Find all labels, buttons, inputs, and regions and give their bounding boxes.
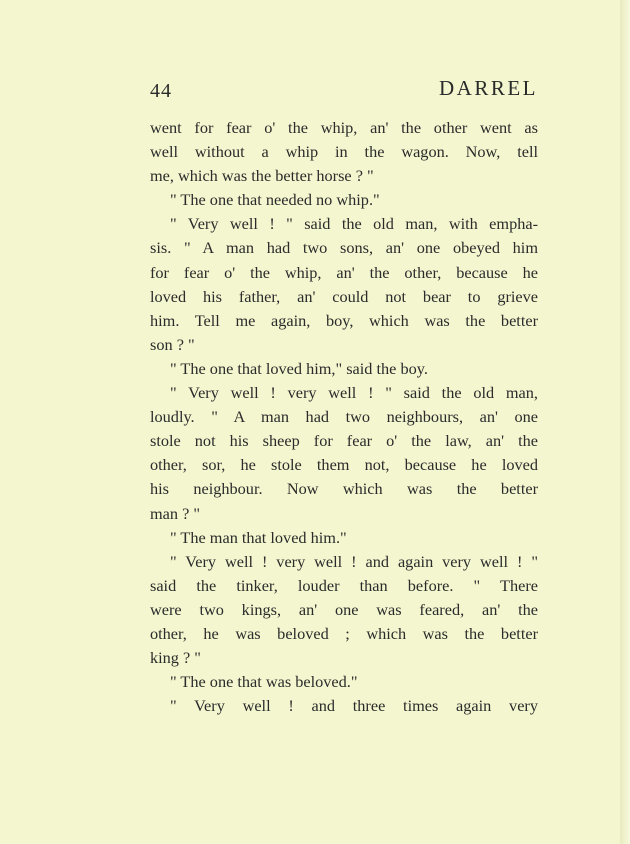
text-line: loudly. " A man had two neighbours, an' one (150, 407, 538, 427)
text-line: said the tinker, louder than before. " There (150, 575, 538, 595)
text-line: stole not his sheep for fear o' the law, an' the (150, 431, 538, 451)
text-line: man ? " (150, 503, 201, 523)
body-text (150, 116, 538, 718)
paragraph (150, 357, 538, 381)
page-number: 44 (150, 80, 172, 102)
text-line: " The one that loved him," said the boy. (170, 358, 428, 378)
text-line: well without a whip in the wagon. Now, tell (150, 142, 538, 162)
text-line: " Very well ! and three times again very (170, 696, 538, 716)
page-edge-shadow (620, 0, 630, 844)
text-line: sis. " A man had two sons, an' one obeyed him (150, 238, 538, 258)
text-line: for fear o' the whip, an' the other, because he (150, 262, 538, 282)
paragraph (150, 550, 538, 670)
text-line: " Very well ! very well ! and again very well ! " (170, 551, 538, 571)
text-line: " Very well ! " said the old man, with empha- (170, 214, 538, 234)
text-line: king ? " (150, 648, 201, 668)
text-line: went for fear o' the whip, an' the other went as (150, 118, 538, 137)
text-line: his neighbour. Now which was the better (150, 479, 538, 499)
page-header (150, 74, 538, 104)
text-line: were two kings, an' one was feared, an' the (150, 599, 538, 619)
paragraph (150, 381, 538, 526)
paragraph (150, 212, 538, 357)
text-line: " Very well ! very well ! " said the old man, (170, 383, 538, 403)
text-line: " The one that needed no whip." (170, 190, 380, 210)
text-line: other, he was beloved ; which was the better (150, 623, 538, 643)
paragraph (150, 670, 538, 694)
text-line: son ? " (150, 334, 195, 354)
text-line: " The man that loved him." (170, 527, 347, 547)
paragraph (150, 526, 538, 550)
text-line: him. Tell me again, boy, which was the better (150, 310, 538, 330)
text-line: me, which was the better horse ? " (150, 166, 374, 186)
paragraph (150, 116, 538, 188)
paragraph (150, 694, 538, 718)
paragraph (150, 188, 538, 212)
running-head: DARREL (439, 76, 538, 100)
text-line: " The one that was beloved." (170, 672, 358, 692)
text-line: other, sor, he stole them not, because he loved (150, 455, 538, 475)
text-line: loved his father, an' could not bear to grieve (150, 286, 538, 306)
